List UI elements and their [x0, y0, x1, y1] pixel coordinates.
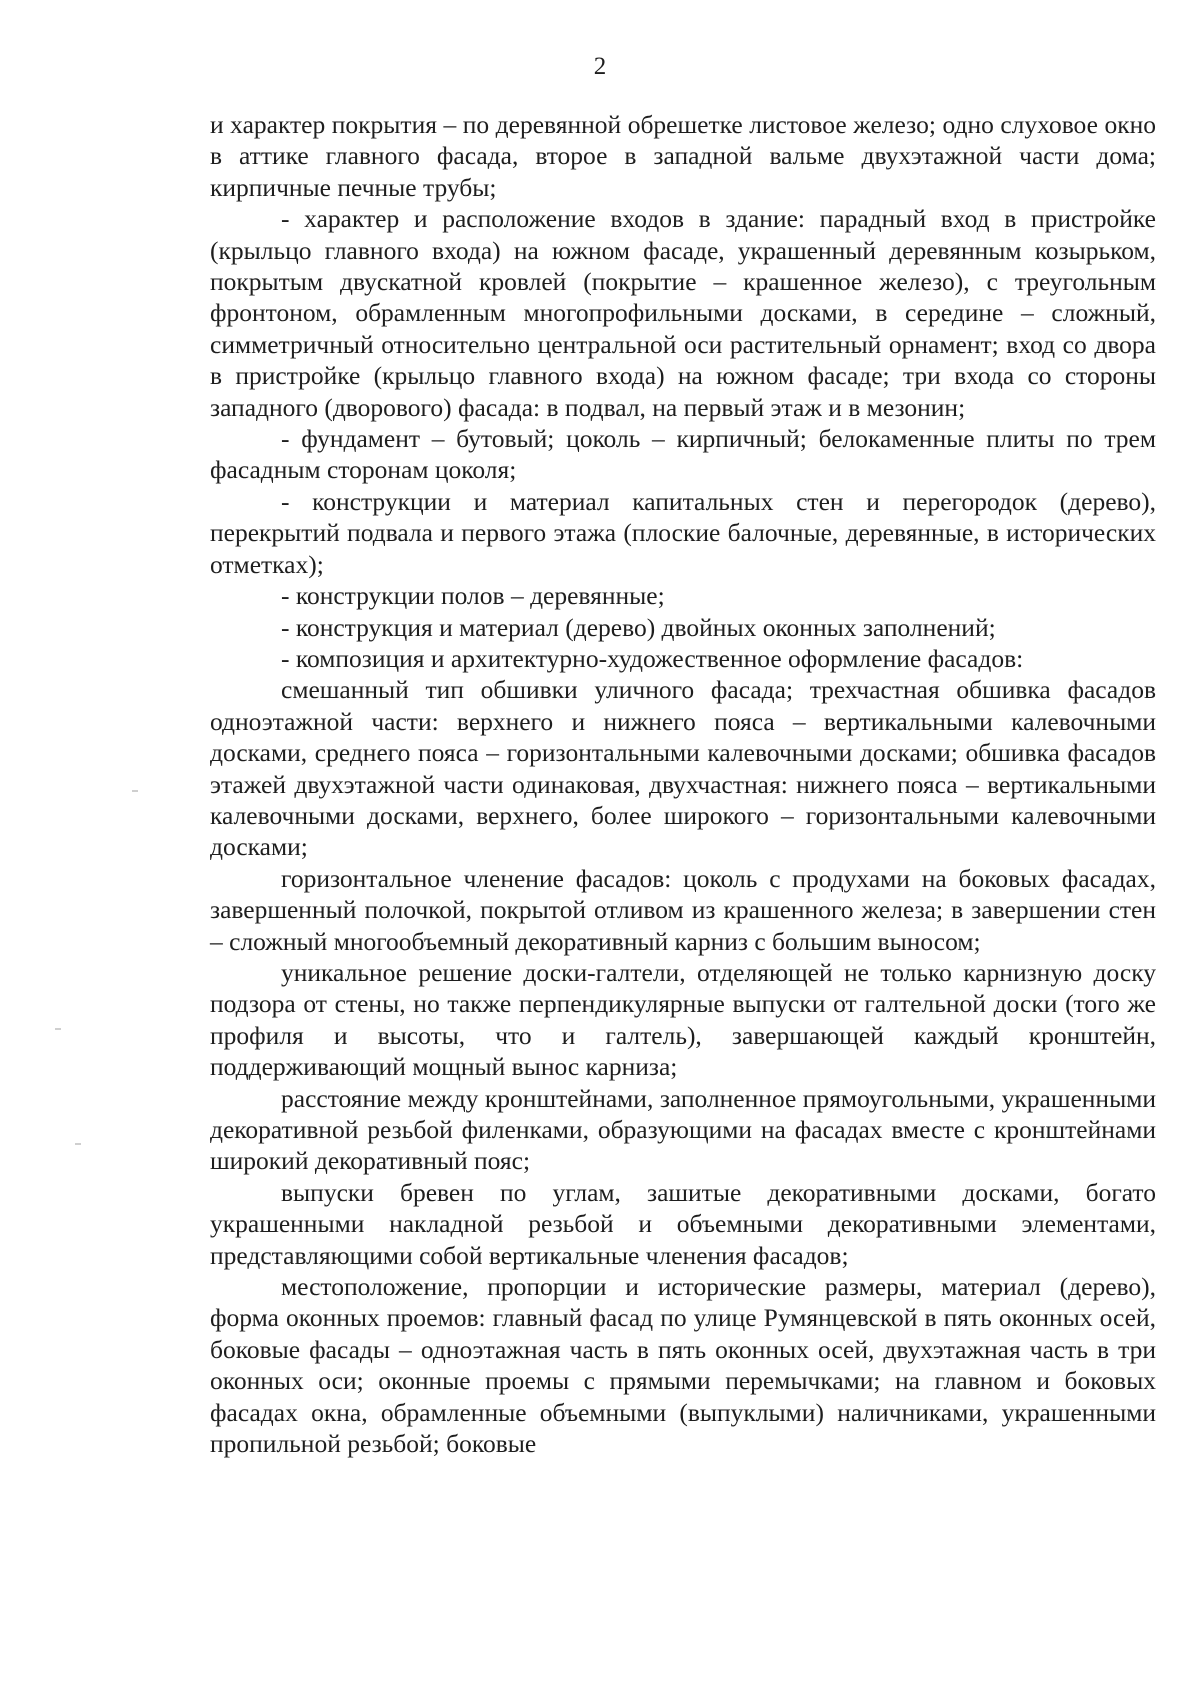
paragraph-walls: - конструкции и материал капитальных стен и перегородок (дерево), перекрытий подвала и первого этажа (плоские балочные, деревянные, в исторических отметках);	[210, 486, 1156, 579]
paragraph-brackets: расстояние между кронштейнами, заполненное прямоугольными, украшенными декоративной резьбой филенками, образующими на фасадах вместе с кронштейнами широкий декоративный пояс;	[210, 1083, 1156, 1176]
scan-artifact	[75, 1143, 81, 1145]
paragraph-cladding: смешанный тип обшивки уличного фасада; трехчастная обшивка фасадов одноэтажной части: верхнего и нижнего пояса – вертикальными калевочными досками, среднего пояса – горизонтальными калевочными досками; обшивка фасадов этажей двухэтажной части одинаковая, двухчастная: нижнего пояса – вертикальными калевочными досками, верхнего, более широкого – горизонтальными калевочными досками;	[210, 675, 1156, 862]
scan-artifact	[132, 790, 138, 792]
paragraph-log-ends: выпуски бревен по углам, зашитые декоративными досками, богато украшенными накладной резьбой и объемными декоративными элементами, представляющими собой вертикальные членения фасадов;	[210, 1177, 1156, 1270]
paragraph-roof: и характер покрытия – по деревянной обрешетке листовое железо; одно слуховое окно в аттике главного фасада, второе в западной вальме двухэтажной части дома; кирпичные печные трубы;	[210, 110, 1156, 202]
paragraph-facade-composition: - композиция и архитектурно-художественное оформление фасадов:	[281, 643, 1024, 673]
scan-artifact	[55, 1028, 61, 1030]
paragraph-entrances: - характер и расположение входов в здание: парадный вход в пристройке (крыльцо главного входа) на южном фасаде, украшенный деревянным козырьком, покрытым двускатной кровлей (покрытие – крашенное железо), с треугольным фронтоном, обрамленным многопрофильными досками, в середине – сложный, симметричный относительно центральной оси растительный орнамент; вход со двора в пристройке (крыльцо главного входа) на южном фасаде; три входа со стороны западного (дворового) фасада: в подвал, на первый этаж и в мезонин;	[210, 204, 1156, 422]
paragraph-foundation: - фундамент – бутовый; цоколь – кирпичный; белокаменные плиты по трем фасадным сторонам цоколя;	[210, 424, 1156, 485]
document-body	[210, 109, 1156, 1459]
page-number: 2	[593, 53, 607, 80]
paragraph-window-openings: местоположение, пропорции и исторические размеры, материал (дерево), форма оконных проемов: главный фасад по улице Румянцевской в пять оконных осей, боковые фасады – одноэтажная часть в пять оконных осей, двухэтажная часть в три оконных оси; оконные проемы с прямыми перемычками; на главном и боковых фасадах окна, обрамленные объемными (выпуклыми) наличниками, украшенными пропильной резьбой; боковые	[210, 1272, 1156, 1459]
paragraph-fillet-board: уникальное решение доски-галтели, отделяющей не только карнизную доску подзора от стены, но также перпендикулярные выпуски от галтельной доски (того же профиля и высоты, что и галтель), завершающей каждый кронштейн, поддерживающий мощный вынос карниза;	[210, 957, 1156, 1082]
paragraph-windows-fill: - конструкция и материал (дерево) двойных оконных заполнений;	[281, 612, 996, 642]
paragraph-floors: - конструкции полов – деревянные;	[281, 581, 665, 611]
paragraph-horizontal-division: горизонтальное членение фасадов: цоколь с продухами на боковых фасадах, завершенный полочкой, покрытой отливом из крашенного железа; в завершении стен – сложный многообъемный декоративный карниз с большим выносом;	[210, 863, 1156, 956]
